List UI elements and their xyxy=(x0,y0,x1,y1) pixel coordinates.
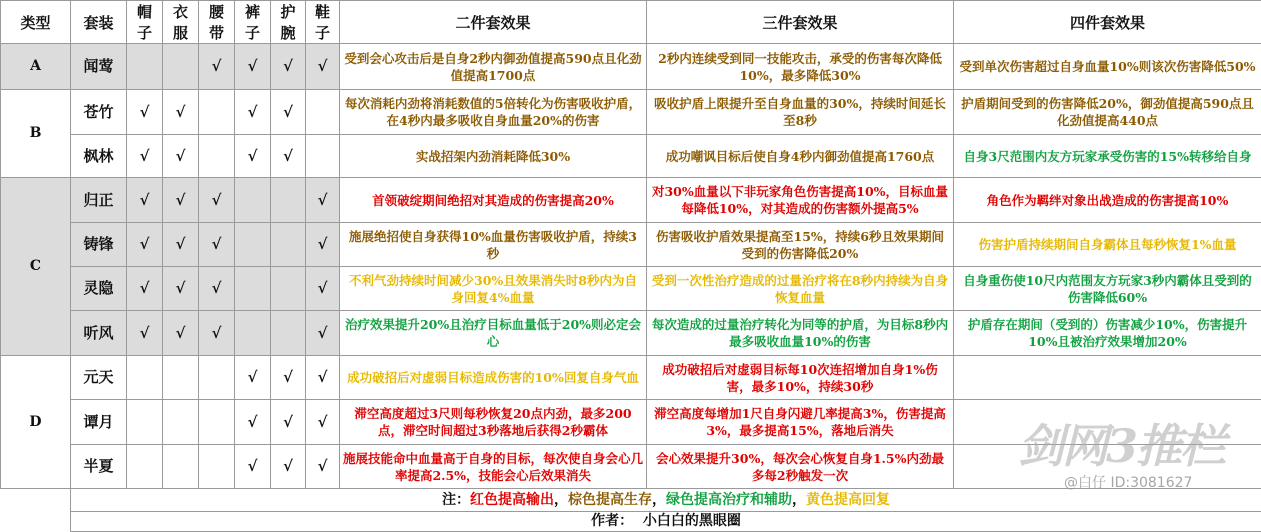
four-piece-effect xyxy=(954,356,1261,400)
four-piece-effect: 自身重伤使10尺内范围友方玩家3秒内霸体且受到的伤害降低60% xyxy=(954,267,1261,311)
check-wrist xyxy=(271,311,306,356)
two-piece-effect: 首领破绽期间绝招对其造成的伤害提高20% xyxy=(340,178,647,223)
check-clothes: √ xyxy=(163,178,199,223)
header-shoes: 鞋子 xyxy=(306,1,340,44)
type-cell: C xyxy=(1,178,71,356)
set-name: 灵隐 xyxy=(71,267,127,311)
header-pants: 裤子 xyxy=(235,1,271,44)
two-piece-effect: 不利气劲持续时间减少30%且效果消失时8秒内为自身回复4%血量 xyxy=(340,267,647,311)
header-belt: 腰带 xyxy=(199,1,235,44)
check-wrist xyxy=(271,267,306,311)
type-cell: A xyxy=(1,44,71,90)
check-clothes: √ xyxy=(163,311,199,356)
type-cell: D xyxy=(1,356,71,489)
header-three-piece: 三件套效果 xyxy=(647,1,954,44)
check-pants: √ xyxy=(235,135,271,178)
header-set: 套装 xyxy=(71,1,127,44)
four-piece-effect xyxy=(954,445,1261,489)
check-clothes xyxy=(163,400,199,445)
check-clothes xyxy=(163,44,199,90)
check-hat: √ xyxy=(127,311,163,356)
four-piece-effect xyxy=(954,400,1261,445)
check-shoes: √ xyxy=(306,311,340,356)
set-row xyxy=(1,135,1261,178)
check-hat: √ xyxy=(127,178,163,223)
four-piece-effect: 自身3尺范围内友方玩家承受伤害的15%转移给自身 xyxy=(954,135,1261,178)
check-pants: √ xyxy=(235,356,271,400)
check-wrist: √ xyxy=(271,135,306,178)
check-pants xyxy=(235,267,271,311)
type-cell: B xyxy=(1,90,71,178)
check-hat: √ xyxy=(127,90,163,135)
note-yellow: 黄色提高回复 xyxy=(806,492,890,508)
two-piece-effect: 滞空高度超过3尺则每秒恢复20点内劲，最多200点，滞空时间超过3秒落地后获得2秒霸体 xyxy=(340,400,647,445)
header-four-piece: 四件套效果 xyxy=(954,1,1261,44)
note-red: 红色提高输出 xyxy=(470,492,554,508)
check-shoes: √ xyxy=(306,400,340,445)
check-pants xyxy=(235,311,271,356)
check-pants: √ xyxy=(235,44,271,90)
three-piece-effect: 滞空高度每增加1尺自身闪避几率提高3%，伤害提高3%，最多提高15%，落地后消失 xyxy=(647,400,954,445)
note-sep: ， xyxy=(652,492,666,508)
check-clothes xyxy=(163,356,199,400)
four-piece-effect: 受到单次伤害超过自身血量10%则该次伤害降低50% xyxy=(954,44,1261,90)
four-piece-effect: 护盾期间受到的伤害降低20%，御劲值提高590点且化劲值提高440点 xyxy=(954,90,1261,135)
note-prefix: 注： xyxy=(442,492,470,508)
check-wrist xyxy=(271,178,306,223)
watermark-user-id: @白仔 ID:3081627 xyxy=(1064,472,1192,492)
set-name: 枫林 xyxy=(71,135,127,178)
set-name: 听风 xyxy=(71,311,127,356)
check-belt xyxy=(199,135,235,178)
check-shoes: √ xyxy=(306,356,340,400)
set-name: 半夏 xyxy=(71,445,127,489)
note-green: 绿色提高治疗和辅助 xyxy=(666,492,792,508)
check-belt xyxy=(199,400,235,445)
set-name: 元天 xyxy=(71,356,127,400)
set-row xyxy=(1,400,1261,445)
four-piece-effect: 角色作为羁绊对象出战造成的伤害提高10% xyxy=(954,178,1261,223)
check-shoes: √ xyxy=(306,223,340,267)
color-legend-note xyxy=(71,489,1261,512)
four-piece-effect: 伤害护盾持续期间自身霸体且每秒恢复1%血量 xyxy=(954,223,1261,267)
set-row xyxy=(1,90,1261,135)
two-piece-effect: 受到会心攻击后是自身2秒内御劲值提高590点且化劲值提高1700点 xyxy=(340,44,647,90)
check-shoes: √ xyxy=(306,445,340,489)
check-belt: √ xyxy=(199,223,235,267)
header-wrist: 护腕 xyxy=(271,1,306,44)
check-clothes: √ xyxy=(163,135,199,178)
note-sep: ， xyxy=(792,492,806,508)
three-piece-effect: 会心效果提升30%，每次会心恢复自身1.5%内劲最多每2秒触发一次 xyxy=(647,445,954,489)
check-belt xyxy=(199,356,235,400)
header-hat: 帽子 xyxy=(127,1,163,44)
check-hat xyxy=(127,400,163,445)
check-wrist: √ xyxy=(271,445,306,489)
check-pants: √ xyxy=(235,445,271,489)
check-shoes xyxy=(306,90,340,135)
check-clothes: √ xyxy=(163,90,199,135)
set-row xyxy=(1,445,1261,489)
check-belt: √ xyxy=(199,311,235,356)
two-piece-effect: 每次消耗内劲将消耗数值的5倍转化为伤害吸收护盾，在4秒内最多吸收自身血量20%的伤害 xyxy=(340,90,647,135)
check-hat: √ xyxy=(127,135,163,178)
three-piece-effect: 每次造成的过量治疗转化为同等的护盾，为目标8秒内最多吸收血量10%的伤害 xyxy=(647,311,954,356)
note-sep: ， xyxy=(554,492,568,508)
three-piece-effect: 伤害吸收护盾效果提高至15%，持续6秒且效果期间受到的伤害降低20% xyxy=(647,223,954,267)
two-piece-effect: 施展绝招使自身获得10%血量伤害吸收护盾，持续3秒 xyxy=(340,223,647,267)
check-wrist xyxy=(271,223,306,267)
three-piece-effect: 2秒内连续受到同一技能攻击，承受的伤害每次降低10%，最多降低30% xyxy=(647,44,954,90)
check-shoes xyxy=(306,135,340,178)
check-belt: √ xyxy=(199,44,235,90)
set-row xyxy=(1,311,1261,356)
set-name: 归正 xyxy=(71,178,127,223)
set-row xyxy=(1,267,1261,311)
check-belt xyxy=(199,90,235,135)
check-hat: √ xyxy=(127,267,163,311)
note-brown: 棕色提高生存 xyxy=(568,492,652,508)
check-hat xyxy=(127,445,163,489)
two-piece-effect: 成功破招后对虚弱目标造成伤害的10%回复自身气血 xyxy=(340,356,647,400)
check-pants xyxy=(235,178,271,223)
check-clothes xyxy=(163,445,199,489)
three-piece-effect: 对30%血量以下非玩家角色伤害提高10%，目标血量每降低10%，对其造成的伤害额外提高5% xyxy=(647,178,954,223)
check-clothes: √ xyxy=(163,223,199,267)
three-piece-effect: 成功破招后对虚弱目标每10次连招增加自身1%伤害，最多10%，持续30秒 xyxy=(647,356,954,400)
check-wrist: √ xyxy=(271,400,306,445)
set-name: 苍竹 xyxy=(71,90,127,135)
check-belt xyxy=(199,445,235,489)
set-row xyxy=(1,178,1261,223)
check-belt: √ xyxy=(199,267,235,311)
set-row xyxy=(1,223,1261,267)
note-row xyxy=(1,489,1261,512)
check-pants: √ xyxy=(235,90,271,135)
set-name: 铸锋 xyxy=(71,223,127,267)
check-shoes: √ xyxy=(306,178,340,223)
two-piece-effect: 施展技能命中血量高于自身的目标，每次使自身会心几率提高2.5%，技能会心后效果消失 xyxy=(340,445,647,489)
check-wrist: √ xyxy=(271,90,306,135)
check-hat xyxy=(127,356,163,400)
watermark-logo: 剑网3推栏 xyxy=(1018,410,1224,476)
header-type: 类型 xyxy=(1,1,71,44)
check-hat xyxy=(127,44,163,90)
three-piece-effect: 成功嘲讽目标后使自身4秒内御劲值提高1760点 xyxy=(647,135,954,178)
check-shoes: √ xyxy=(306,267,340,311)
four-piece-effect: 护盾存在期间（受到的）伤害减少10%，伤害提升10%且被治疗效果增加20% xyxy=(954,311,1261,356)
check-hat: √ xyxy=(127,223,163,267)
set-name: 谭月 xyxy=(71,400,127,445)
set-name: 闻莺 xyxy=(71,44,127,90)
two-piece-effect: 实战招架内劲消耗降低30% xyxy=(340,135,647,178)
three-piece-effect: 吸收护盾上限提升至自身血量的30%，持续时间延长至8秒 xyxy=(647,90,954,135)
set-row xyxy=(1,356,1261,400)
check-belt: √ xyxy=(199,178,235,223)
check-shoes: √ xyxy=(306,44,340,90)
three-piece-effect: 受到一次性治疗造成的过量治疗将在8秒内持续为自身恢复血量 xyxy=(647,267,954,311)
header-two-piece: 二件套效果 xyxy=(340,1,647,44)
check-clothes: √ xyxy=(163,267,199,311)
author-credit: 作者： 小白白的黑眼圈 xyxy=(71,512,1261,532)
header-clothes: 衣服 xyxy=(163,1,199,44)
check-wrist: √ xyxy=(271,44,306,90)
set-row xyxy=(1,44,1261,90)
check-pants xyxy=(235,223,271,267)
check-wrist: √ xyxy=(271,356,306,400)
header-row xyxy=(1,1,1261,44)
two-piece-effect: 治疗效果提升20%且治疗目标血量低于20%则必定会心 xyxy=(340,311,647,356)
check-pants: √ xyxy=(235,400,271,445)
